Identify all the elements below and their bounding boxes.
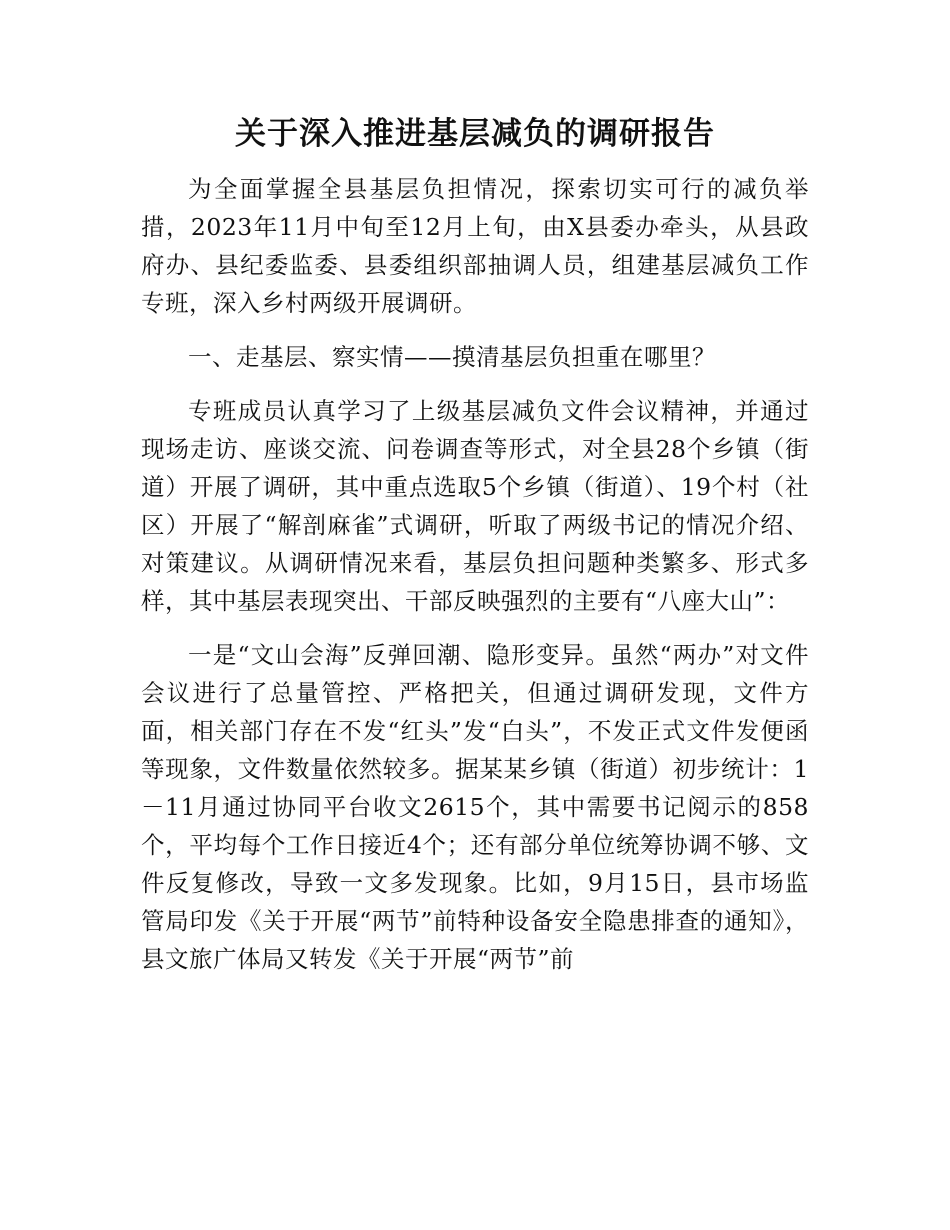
document-body (141, 170, 809, 994)
body-paragraph: 一是“文山会海”反弹回潮、隐形变异。虽然“两办”对文件会议进行了总量管控、严格把关，但通过调研发现，文件方面，相关部门存在不发“红头”发“白头”，不发正式文件发便函等现象，文件数量依然较多。据某某乡镇（街道）初步统计：1－11月通过协同平台收文2615个，其中需要书记阅示的858个，平均每个工作日接近4个；还有部分单位统筹协调不够、文件反复修改，导致一文多发现象。比如，9月15日，县市场监管局印发《关于开展“两节”前特种设备安全隐患排查的通知》，县文旅广体局又转发《关于开展“两节”前 (141, 641, 809, 973)
intro-paragraph: 为全面掌握全县基层负担情况，探索切实可行的减负举措，2023年11月中旬至12月上旬，由X县委办牵头，从县政府办、县纪委监委、县委组织部抽调人员，组建基层减负工作专班，深入乡村两级开展调研。 (141, 175, 809, 317)
section-heading: 一、走基层、察实情——摸清基层负担重在哪里？ (188, 343, 716, 371)
body-paragraph: 专班成员认真学习了上级基层减负文件会议精神，并通过现场走访、座谈交流、问卷调查等形式，对全县28个乡镇（街道）开展了调研，其中重点选取5个乡镇（街道）、19个村（社区）开展了“解剖麻雀”式调研，听取了两级书记的情况介绍、对策建议。从调研情况来看，基层负担问题种类繁多、形式多样，其中基层表现突出、干部反映强烈的主要有“八座大山”： (141, 397, 809, 615)
document-title: 关于深入推进基层减负的调研报告 (235, 116, 715, 152)
